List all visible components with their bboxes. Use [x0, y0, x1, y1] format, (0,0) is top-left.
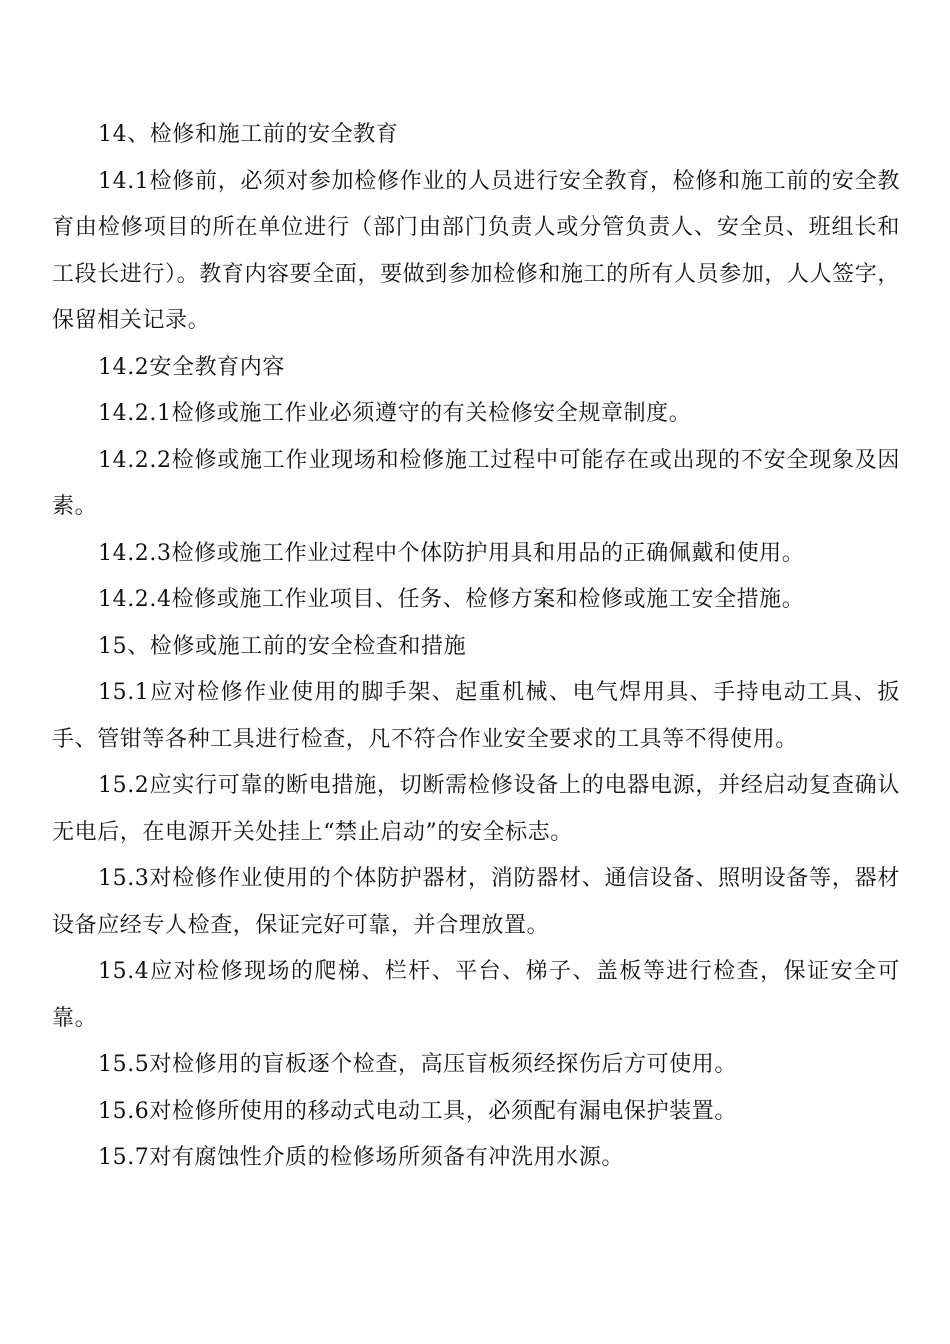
paragraph-15-2: 15.2应实行可靠的断电措施，切断需检修设备上的电器电源，并经启动复查确认无电后，在电源开关处挂上“禁止启动”的安全标志。: [52, 773, 900, 845]
paragraph-15-6: 15.6对检修所使用的移动式电动工具，必须配有漏电保护装置。: [98, 1098, 737, 1124]
paragraph-14-2: 14.2安全教育内容: [98, 354, 285, 380]
paragraph-15-3: 15.3对检修作业使用的个体防护器材，消防器材、通信设备、照明设备等，器材设备应经专人检查，保证完好可靠，并合理放置。: [52, 866, 900, 938]
paragraph-14-2-4: 14.2.4检修或施工作业项目、任务、检修方案和检修或施工安全措施。: [98, 587, 805, 612]
paragraph-15-7: 15.7对有腐蚀性介质的检修场所须备有冲洗用水源。: [98, 1145, 624, 1170]
paragraph-14-2-3: 14.2.3检修或施工作业过程中个体防护用具和用品的正确佩戴和使用。: [98, 540, 805, 566]
paragraph-14-2-2: 14.2.2检修或施工作业现场和检修施工过程中可能存在或出现的不安全现象及因素。: [52, 447, 900, 519]
paragraph-15-4: 15.4应对检修现场的爬梯、栏杆、平台、梯子、盖板等进行检查，保证安全可靠。: [52, 959, 900, 1031]
document-body: [52, 112, 900, 1182]
section-heading-14: 14、检修和施工前的安全教育: [98, 122, 399, 147]
paragraph-14-1: 14.1检修前，必须对参加检修作业的人员进行安全教育，检修和施工前的安全教育由检修项目的所在单位进行（部门由部门负责人或分管负责人、安全员、班组长和工段长进行）。教育内容要全面，要做到参加检修和施工的所有人员参加，人人签字，保留相关记录。: [52, 168, 900, 333]
paragraph-15-5: 15.5对检修用的盲板逐个检查，高压盲板须经探伤后方可使用。: [98, 1052, 737, 1077]
paragraph-15-1: 15.1应对检修作业使用的脚手架、起重机械、电气焊用具、手持电动工具、扳手、管钳等各种工具进行检查，凡不符合作业安全要求的工具等不得使用。: [52, 680, 900, 752]
section-heading-15: 15、检修或施工前的安全检查和措施: [98, 633, 467, 659]
paragraph-14-2-1: 14.2.1检修或施工作业必须遵守的有关检修安全规章制度。: [98, 401, 692, 426]
